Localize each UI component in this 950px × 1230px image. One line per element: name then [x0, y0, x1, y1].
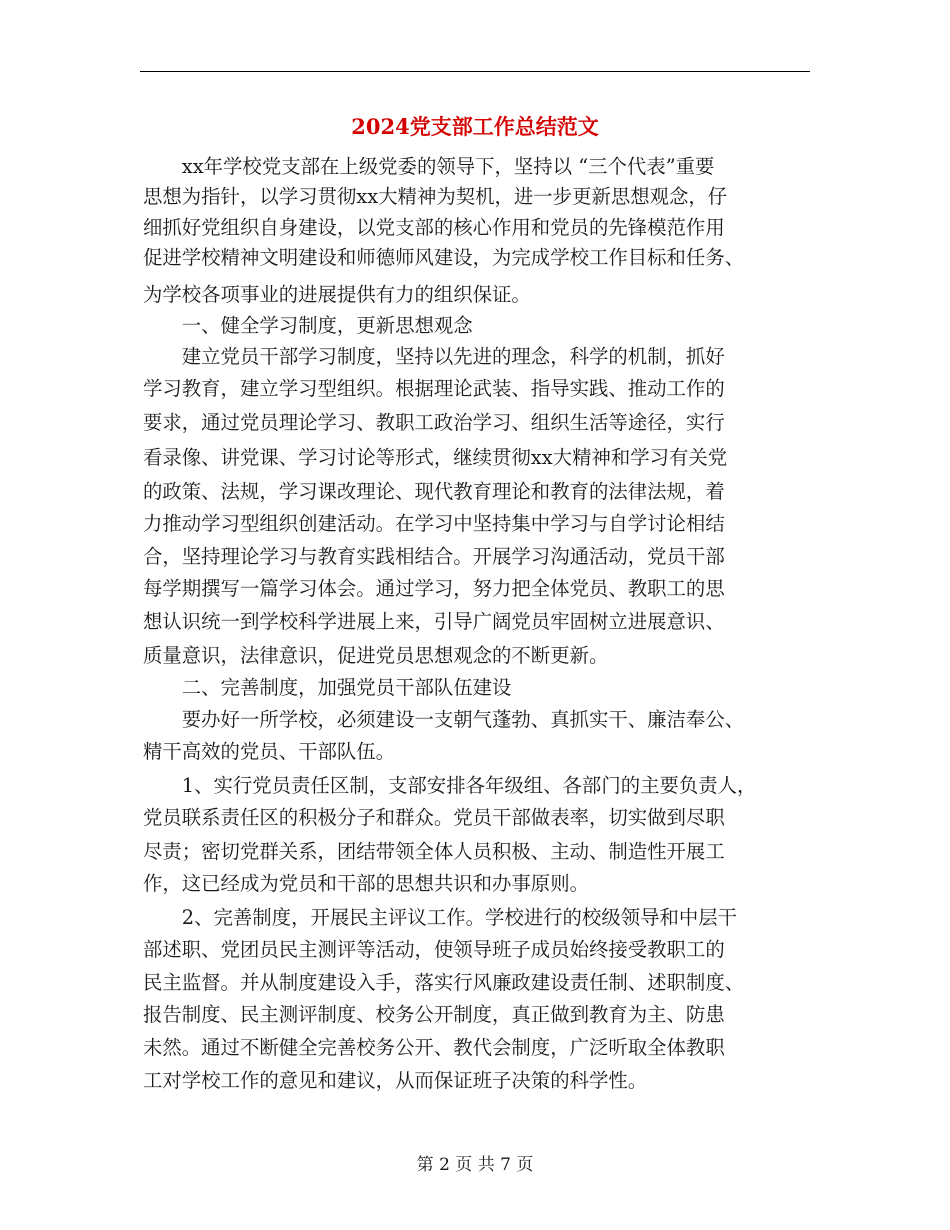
body-line: 未然。通过不断健全完善校务公开、教代会制度，广泛听取全体教职 [143, 1036, 725, 1059]
body-line: 作，这已经成为党员和干部的思想共识和办事原则。 [143, 872, 589, 895]
body-line: 工对学校工作的意见和建议，从而保证班子决策的科学性。 [143, 1069, 648, 1092]
body-line: 思想为指针，以学习贯彻xx大精神为契机，进一步更新思想观念，仔 [143, 185, 728, 208]
body-line: 力推动学习型组织创建活动。在学习中坚持集中学习与自学讨论相结 [143, 512, 725, 535]
body-line: 学习教育，建立学习型组织。根据理论武装、指导实践、推动工作的 [143, 377, 725, 400]
body-line: 合，坚持理论学习与教育实践相结合。开展学习沟通活动，党员干部 [143, 545, 725, 568]
body-line: xx年学校党支部在上级党委的领导下，坚持以 “三个代表”重要 [143, 155, 715, 178]
body-line: 看录像、讲党课、学习讨论等形式，继续贯彻xx大精神和学习有关党 [143, 446, 728, 469]
body-line: 要求，通过党员理论学习、教职工政治学习、组织生活等途径，实行 [143, 411, 725, 434]
body-line: 2、完善制度，开展民主评议工作。学校进行的校级领导和中层干 [143, 906, 738, 929]
body-line: 精干高效的党员、干部队伍。 [143, 740, 396, 763]
body-line: 部述职、党团员民主测评等活动，使领导班子成员始终接受教职工的 [143, 938, 725, 961]
body-line: 的政策、法规，学习课改理论、现代教育理论和教育的法律法规，着 [143, 480, 725, 503]
section-heading: 二、完善制度，加强党员干部队伍建设 [143, 676, 512, 699]
page-number: 第 2 页 共 7 页 [416, 1155, 534, 1175]
body-line: 细抓好党组织自身建设，以党支部的核心作用和党员的先锋模范作用 [143, 216, 725, 239]
body-line: 民主监督。并从制度建设入手，落实行风廉政建设责任制、述职制度、 [143, 971, 745, 994]
body-line: 报告制度、民主测评制度、校务公开制度，真正做到教育为主、防患 [143, 1003, 725, 1026]
body-line: 要办好一所学校，必须建设一支朝气蓬勃、真抓实干、廉洁奉公、 [143, 708, 745, 731]
body-line: 为学校各项事业的进展提供有力的组织保证。 [143, 283, 531, 306]
section-heading: 一、健全学习制度，更新思想观念 [143, 314, 473, 337]
body-line: 建立党员干部学习制度，坚持以先进的理念，科学的机制，抓好 [143, 345, 725, 368]
body-line: 促进学校精神文明建设和师德师风建设，为完成学校工作目标和任务、 [143, 246, 745, 269]
body-line: 1、实行党员责任区制，支部安排各年级组、各部门的主要负责人， [143, 774, 757, 797]
body-line: 想认识统一到学校科学进展上来，引导广阔党员牢固树立进展意识、 [143, 610, 725, 633]
body-line: 每学期撰写一篇学习体会。通过学习，努力把全体党员、教职工的思 [143, 577, 725, 600]
header-rule [140, 71, 810, 72]
body-line: 质量意识，法律意识，促进党员思想观念的不断更新。 [143, 644, 609, 667]
document-title: 2024党支部工作总结范文 [351, 114, 599, 139]
body-line: 尽责；密切党群关系，团结带领全体人员积极、主动、制造性开展工 [143, 840, 725, 863]
body-line: 党员联系责任区的积极分子和群众。党员干部做表率，切实做到尽职 [143, 806, 725, 829]
